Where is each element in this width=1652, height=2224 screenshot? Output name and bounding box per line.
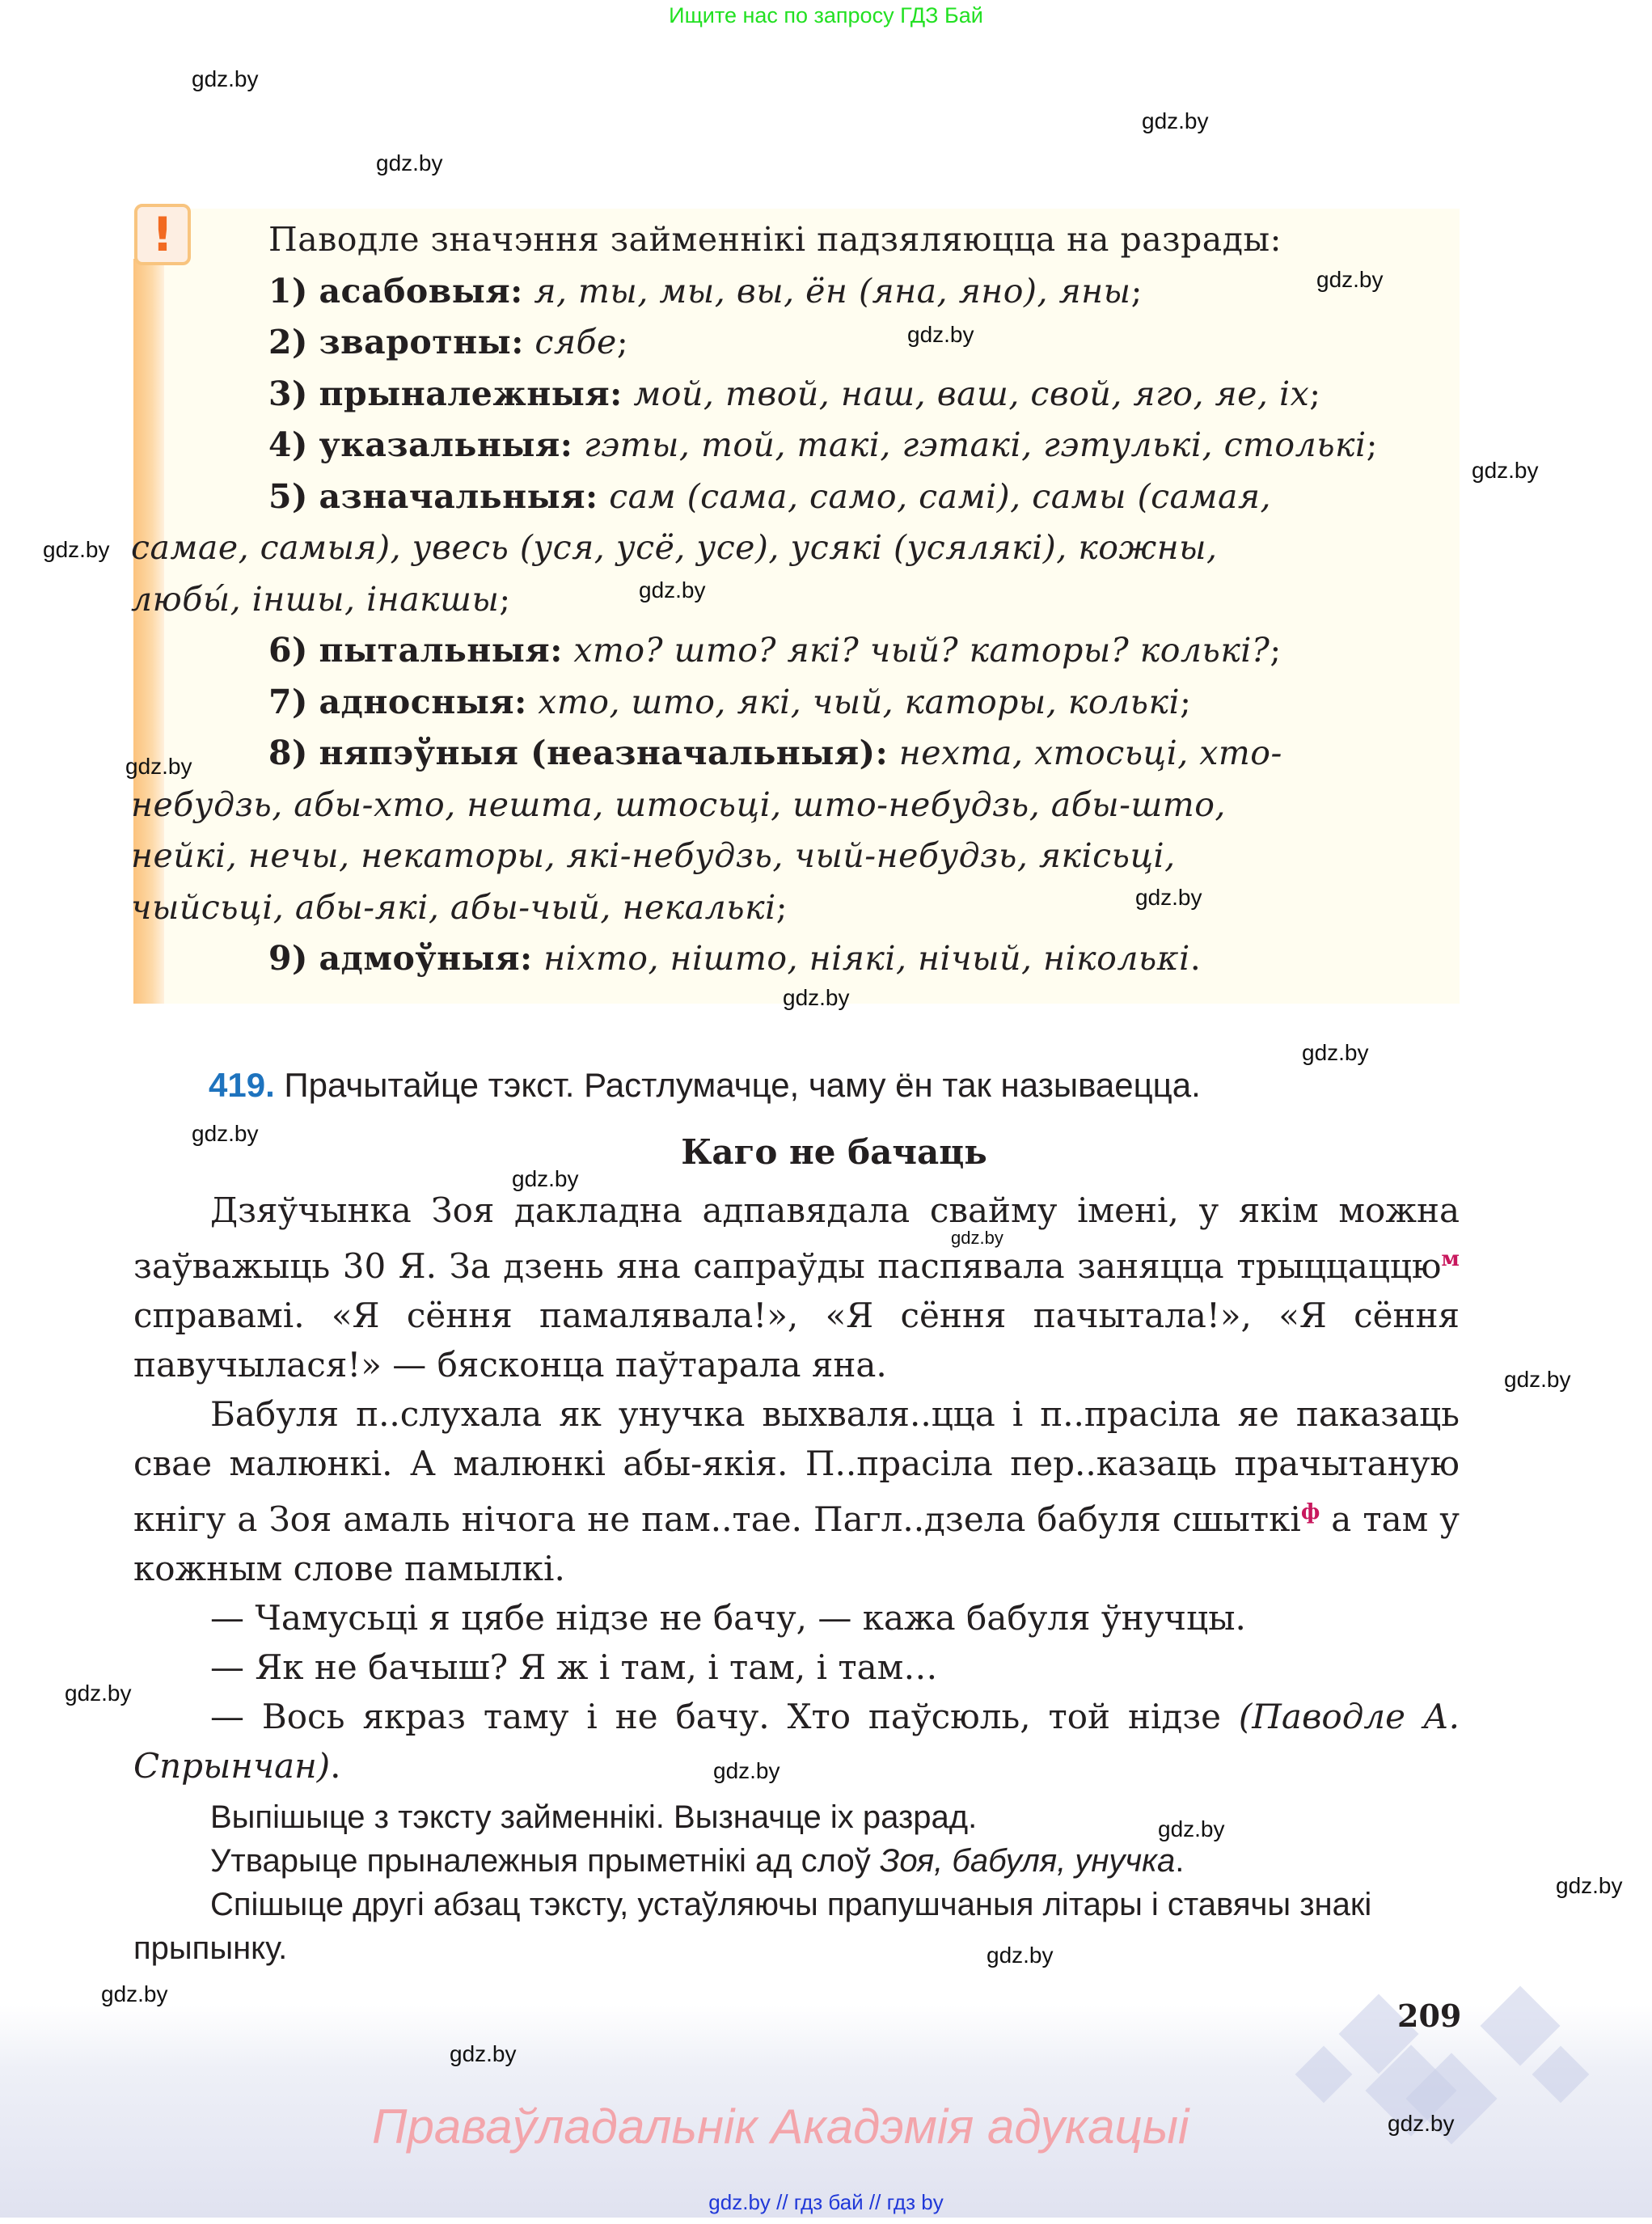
watermark: gdz.by [1472,458,1539,483]
story-paragraph-1: Дзяўчынка Зоя дакладна адпавядала свайму імені, у якім можна заўважыць 30 Я. За дзень яна сапраўды паспявала заняцца трыццаццю$^м$ справамі. «Я сёння памалявала!», «Я сёння пачытала!», «Я сёння павучылася!» — бясконца паўтарала яна. [133,1190,1460,1385]
watermark: gdz.by [512,1166,579,1191]
rule-item-6: 6) пытальныя: хто? што? які? чый? каторы? колькі?; [268,631,1282,670]
copyright-notice: Праваўладальнік Акадэмія адукацыі [372,2099,1189,2154]
watermark: gdz.by [783,985,850,1010]
rule-item-5: 5) азначальныя: сам (сама, само, самі), самы (самая, [268,476,1272,516]
watermark: gdz.by [125,754,192,779]
watermark: gdz.by [1388,2111,1455,2136]
watermark: gdz.by [1316,267,1384,292]
exclamation-icon: ! [151,207,174,262]
rule-item-9: 9) адмоўныя: ніхто, нішто, ніякі, нічый, нікольκі. [268,939,1202,978]
task-1: Выпішыце з тэксту займеннікі. Вызначце іх разрад. [210,1799,978,1835]
tasks [133,1795,1460,1970]
story-dialogue-2: — Як не бачыш? Я ж і там, і там, і там… [210,1647,938,1687]
story-text [133,1186,1460,1791]
watermark: gdz.by [1302,1040,1369,1065]
rule-intro: Паводле значэння займеннікі падзяляюцца на разрады: [268,220,1282,259]
marker-m: м [1441,1247,1460,1271]
watermark: gdz.by [713,1758,780,1783]
rule-item-8-cont: небудзь, абы-хто, нешта, штосьці, што-небудзь, абы-што, [131,784,1226,824]
story-dialogue-3: — Вось якраз таму і не бачу. Хто паўсюль, той нідзе (Паводле А. Спрынчан). [133,1697,1460,1786]
watermark: gdz.by [65,1681,132,1706]
watermark: gdz.by [1135,885,1202,910]
watermark: gdz.by [376,150,443,175]
task-2: Утварыце прыналежныя прыметнікі ад слоў Зоя, бабуля, унучка. [210,1843,1185,1879]
exercise-number: 419. [209,1066,275,1104]
top-banner[interactable]: Ищите нас по запросу ГДЗ Бай [669,3,983,27]
rule-item-8: 8) няпэўныя (неазначальныя): нехта, хтосьці, хто- [268,734,1282,772]
watermark: gdz.by [907,322,974,347]
rule-item-8-cont3: чыйсьці, абы-які, абы-чый, некалькі; [131,887,788,927]
exercise-text: Прачытайце тэкст. Растлумачце, чаму ён так называецца. [284,1066,1201,1104]
watermark: gdz.by [1158,1816,1225,1841]
watermark: gdz.by [43,537,110,562]
watermark: gdz.by [192,66,259,91]
watermark: gdz.by [951,1228,1003,1248]
story-source: (Паводле А. Спрынчан) [133,1697,1460,1786]
marker-f: ф [1300,1500,1320,1524]
watermark: gdz.by [1504,1367,1571,1392]
exercise-instruction [209,1066,1201,1105]
watermark: gdz.by [987,1943,1054,1968]
watermark: gdz.by [192,1121,259,1146]
watermark: gdz.by [101,1981,168,2006]
rule-item-2: 2) зваротны: сябе; [268,323,629,362]
rule-badge [134,204,191,265]
rule-item-5-cont: самае, самыя), увесь (уся, усё, усе), усякі (усялякі), кожны, [131,528,1218,567]
watermark: gdz.by [1142,108,1209,133]
bottom-links[interactable]: gdz.by // гдз бай // гдз by [708,2190,944,2214]
story-dialogue-1: — Чамусьці я цябе нідзе не бачу, — кажа бабуля ўнучцы. [210,1598,1246,1638]
rule-item-7: 7) адносныя: хто, што, які, чый, каторы, колькі; [268,682,1192,721]
story-title: Каго не бачаць [681,1132,987,1172]
story-paragraph-2: Бабуля п..слухала як унучка выхваля..цца і п..прасіла яе паказаць свае малюнкі. А малюнкі абы-якія. П..прасіла пер..казаць прачытаную кнігу а Зоя амаль нічога не пам..тае. Пагл..дзела бабуля сшыткі$^ф$ а там у кожным слове памылкі. [133,1394,1460,1588]
rule-item-3: 3) прыналежныя: мой, твой, наш, ваш, свой, яго, яе, іх; [268,374,1321,413]
task-3: Спішыце другі абзац тэксту, устаўляючы прапушчаныя літары і ставячы знакі прыпынку. [133,1887,1372,1966]
rule-item-8-cont2: нейкі, нечы, некаторы, які-небудзь, чый-небудзь, якісьці, [131,836,1176,875]
page-number: 209 [1397,1998,1462,2034]
watermark: gdz.by [639,577,706,603]
rule-item-5-cont2: любы́, іншы, інакшы; [131,579,511,619]
watermark: gdz.by [450,2041,517,2066]
rule-item-4: 4) указальныя: гэты, той, такі, гэтакі, гэтулькі, столькі; [268,425,1378,464]
watermark: gdz.by [1556,1873,1623,1898]
rule-item-1: 1) асабовыя: я, ты, мы, вы, ён (яна, яно), яны; [268,271,1143,311]
